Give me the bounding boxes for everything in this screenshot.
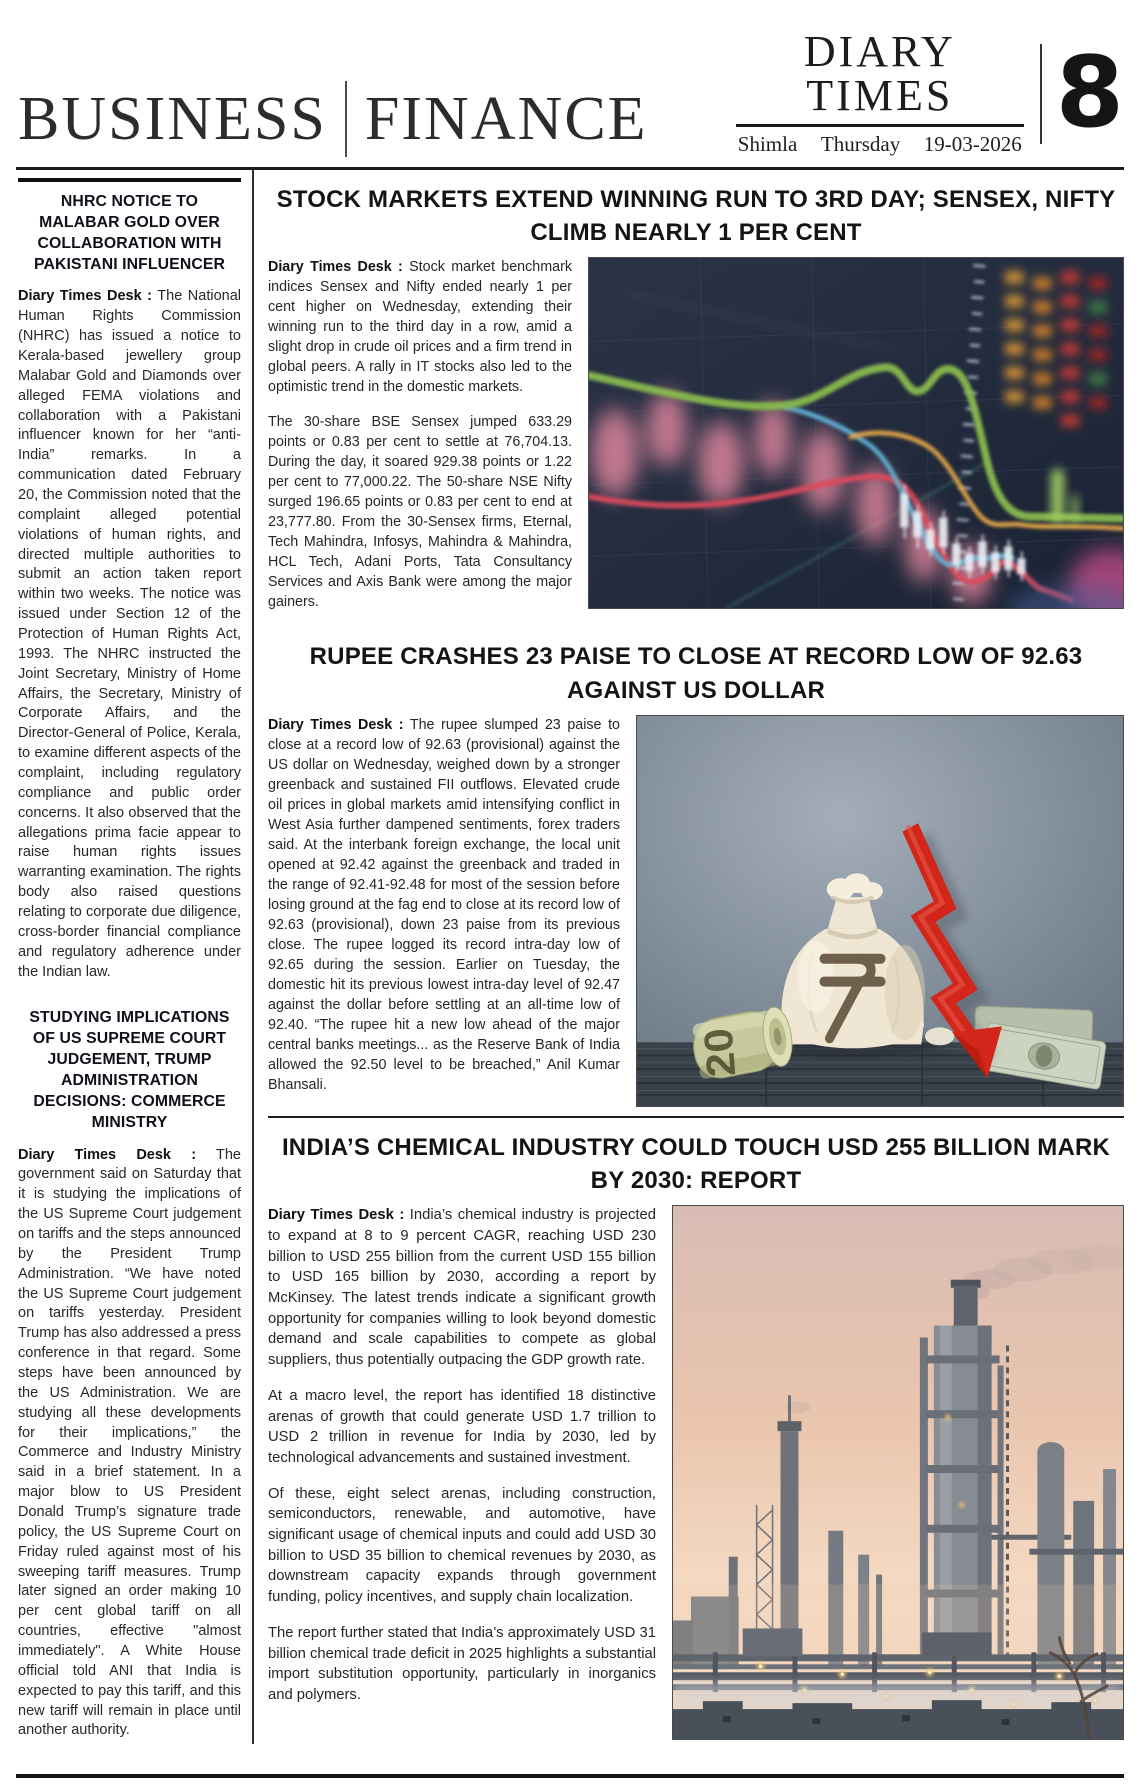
article-rupee — [268, 640, 1124, 1110]
article-stocks — [268, 183, 1124, 627]
paper-name: DIARY TIMES — [803, 27, 956, 120]
section-rule — [268, 1116, 1124, 1118]
byline: Diary Times Desk : — [268, 259, 403, 276]
chemical-headline: INDIA’S CHEMICAL INDUSTRY COULD TOUCH USD 255 BILLION MARK BY 2030: REPORT — [281, 1134, 1111, 1195]
article-text: Stock market benchmark indices Sensex and Nifty ended nearly 1 per cent higher on Wednesday, extending their winning run to the third day in a row, amid a slight drop in crude oil prices and a firm trend in global peers. A rally in IT stocks also led to the optimistic trend in the domestic markets. — [268, 259, 572, 396]
sidebar-article2-body — [18, 1146, 241, 1742]
chemical-plant-photo — [672, 1205, 1124, 1740]
refinery-image — [673, 1206, 1123, 1739]
main-column — [254, 170, 1124, 1744]
page-header — [0, 0, 1140, 163]
left-column — [16, 170, 254, 1744]
article-paragraph: The 30-share BSE Sensex jumped 633.29 points or 0.83 per cent to settle at 76,704.13. During the day, it soared 929.38 points or 1.22 per cent to 77,000.22. The 50-share NSE Nifty surged 196.65 points or 0.83 per cent to end at 23,777.80. From the 30-Sensex firms, Eternal, Tech Mahindra, Infosys, Mahindra & Mahindra, HCL Tech, Adani Ports, Tata Consultancy Services and Axis Bank were among the major gainers. — [268, 414, 572, 611]
byline: Diary Times Desk : — [18, 1146, 197, 1163]
banknote-20-label: 20 — [695, 1025, 744, 1079]
masthead — [734, 27, 1026, 157]
article-text: The National Human Rights Commission (NHRC) has issued a notice to Kerala-based jewellery group Malabar Gold and Diamonds over alleged FEMA violations and collaboration with a Pakistani influencer known for her “anti-India” remarks. In a communication dated February 20, the Commission noted that the complaint alleged potential violations of human rights, and directed multiple authorities to submit an action taken report within two weeks. The notice was issued under Section 12 of the Protection of Human Rights Act, 1993. The NHRC instructed the Joint Secretary, Ministry of Home Affairs, the Secretary, Ministry of Corporate Affairs, and the Director-General of Police, Kerala, to examine different aspects of the complaint, including regulatory compliance and public order concerns. It also observed that the allegations prima facie appear to raise human rights issues warranting examination. The rights body also raised questions relating to corporate due diligence, cross-border financial compliance and regulatory adherence under the Indian law. — [18, 288, 241, 980]
article-text: The government said on Saturday that it is studying the implications of the US Supreme Court judgement on tariffs and the steps announced by the President Trump Administration. “We have noted the US Supreme Court judgement on tariffs yesterday. President Trump has also addressed a press conference in that regard. Some steps have been announced by the US Administration. We are studying all these developments for their implications,” the Commerce and Industry Ministry said in a brief statement. In a major blow to US President Donald Trump’s signature trade policy, the US Supreme Court on Friday ruled against most of his sweeping tariff measures. Trump later signed an order making 10 per cent global tariff on all countries, effective "almost immediately". A White House official told ANI that India is expected to pay this tariff, and this new tariff will remain in place until another authority. — [18, 1146, 241, 1739]
sidebar-article1-headline: NHRC NOTICE TO MALABAR GOLD OVER COLLABORATION WITH PAKISTANI INFLUENCER — [34, 193, 225, 273]
page-bottom-rule — [16, 1774, 1124, 1778]
stock-market-photo — [588, 257, 1124, 609]
chemical-body — [268, 1205, 656, 1720]
dateline — [734, 132, 1026, 157]
article-text: The rupee slumped 23 paise to close at a record low of 92.63 (provisional) against the US dollar on Wednesday, weighed down by a stronger greenback and sustained FII outflows. Elevated crude oil prices in global markets amid intensifying conflict in West Asia further dampened sentiments, forex traders said. At the interbank foreign exchange, the local unit opened at 92.42 against the greenback and traded in the range of 92.41-92.48 for most of the session before losing ground at the fag end to close at its record low of 92.63 (provisional), down 23 paise from its previous close. The rupee logged its record intra-day low of 92.65 during the session. Earlier on Tuesday, the domestic hit its previous lowest intra-day level of 92.47 against the dollar before settling at an all-time low of 92.40. “The rupee hit a new low ahead of the major central banks meetings... as the Reserve Bank of India allowed the 92.50 level to be breached,” Anil Kumar Bhansali. — [268, 716, 620, 1093]
article-paragraph — [268, 715, 620, 1095]
edition-label: Shimla — [737, 132, 798, 156]
sidebar-article2-headline: STUDYING IMPLICATIONS OF US SUPREME COURT JUDGEMENT, TRUMP ADMINISTRATION DECISIONS: COMMERCE MINISTRY — [29, 1009, 230, 1131]
rupee-image — [637, 716, 1123, 1106]
day-label: Thursday — [820, 132, 901, 156]
page-number-divider — [1040, 44, 1042, 144]
article-paragraph: Of these, eight select arenas, including construction, semiconductors, renewable, and automotive, have significant usage of chemical inputs and could add USD 30 billion to USD 35 billion to chemical revenues by 2030, as downstream capacity expands through government funding, policy incentives, and supply chain localization. — [268, 1485, 656, 1606]
stocks-body — [268, 257, 572, 627]
page-number: 8 — [1055, 36, 1124, 151]
article-paragraph — [268, 1205, 656, 1371]
stock-chart-image — [589, 258, 1123, 608]
section-title-finance: FINANCE — [364, 85, 648, 153]
article-text: India’s chemical industry is projected to expand at 8 to 9 percent CAGR, reaching USD 230 billion to USD 255 billion from the current USD 155 billion to USD 165 billion by 2030, according a report by McKinsey. The latest trends indicate a significant growth opportunity for companies willing to look beyond domestic demand and scale capabilities to compete as global suppliers, thus potentially outpacing the GDP growth rate. — [268, 1207, 656, 1369]
stocks-headline: STOCK MARKETS EXTEND WINNING RUN TO 3RD DAY; SENSEX, NIFTY CLIMB NEARLY 1 PER CENT — [276, 186, 1116, 247]
rupee-crash-photo — [636, 715, 1124, 1107]
article-paragraph: The report further stated that India’s approximately USD 31 billion chemical trade deficit in 2025 highlights a substantial import substitution opportunity, particularly in inorganics and polymers. — [268, 1624, 656, 1703]
byline: Diary Times Desk : — [18, 288, 152, 305]
rupee-headline: RUPEE CRASHES 23 PAISE TO CLOSE AT RECORD LOW OF 92.63 AGAINST US DOLLAR — [309, 643, 1083, 704]
section-title — [18, 81, 648, 157]
paper-crumb — [925, 1027, 954, 1045]
sidebar-top-rule — [18, 178, 241, 182]
masthead-cluster — [734, 27, 1124, 157]
sidebar-article1-body — [18, 287, 241, 982]
byline: Diary Times Desk : — [268, 716, 404, 733]
masthead-underline — [736, 124, 1024, 127]
article-paragraph — [268, 257, 572, 397]
rupee-body — [268, 715, 620, 1110]
date-label: 19-03-2026 — [923, 132, 1022, 156]
section-title-divider — [345, 81, 347, 157]
page-content — [0, 170, 1140, 1744]
section-title-business: BUSINESS — [18, 85, 327, 153]
article-paragraph: At a macro level, the report has identified 18 distinctive arenas of growth that could generate USD 1.7 trillion to USD 2 trillion in revenue for India by 2030, led by technological advancements and sustained investment. — [268, 1387, 656, 1466]
byline: Diary Times Desk : — [268, 1207, 405, 1224]
article-chemical — [268, 1131, 1124, 1740]
